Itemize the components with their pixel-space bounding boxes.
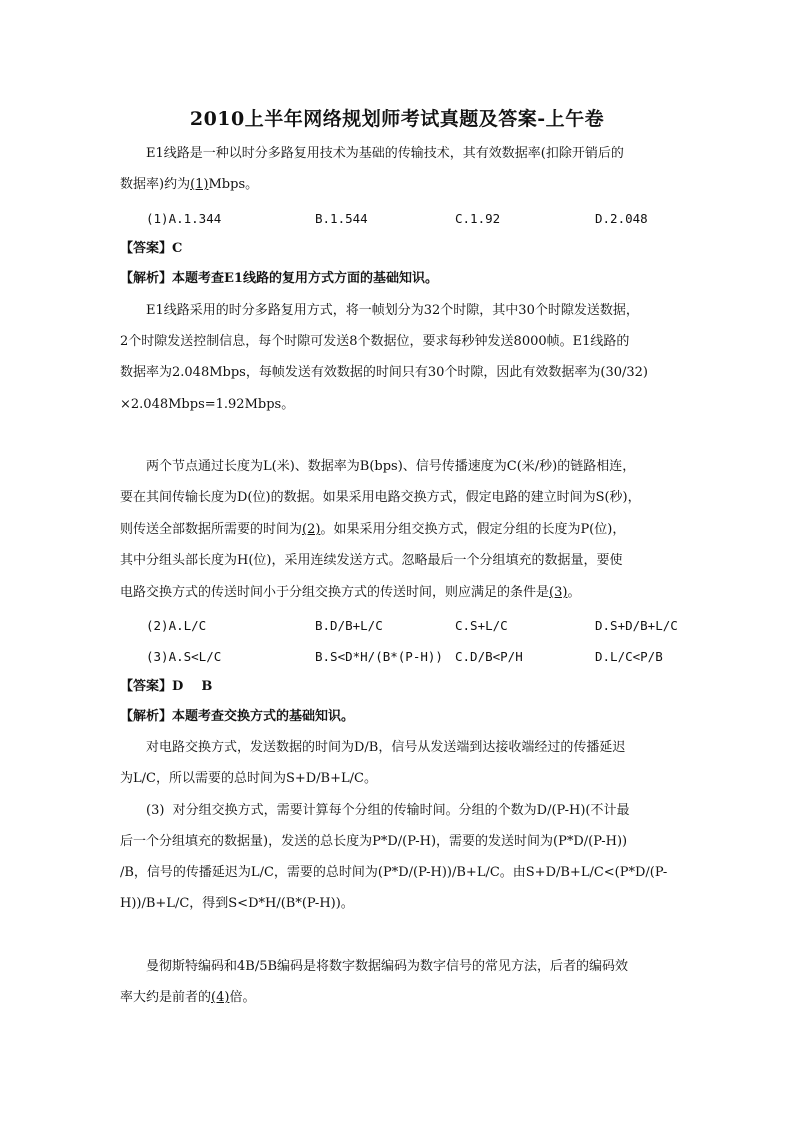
q4-text-line-2 — [120, 989, 255, 1007]
q2-blank: (2) — [302, 522, 321, 537]
q2-option-c: C.S+L/C — [455, 618, 508, 633]
q2-answer: 【答案】D B — [120, 679, 213, 694]
q2-analysis-heading: 【解析】本题考查交换方式的基础知识。 — [120, 709, 355, 724]
q2-analysis-line-4: 后一个分组填充的数据量)，发送的总长度为P*D/(P-H)，需要的发送时间为(P*D/(P-H)) — [120, 834, 628, 849]
q1-answer: 【答案】C — [120, 241, 183, 256]
q2-analysis-line-1: 对电路交换方式，发送数据的时间为D/B，信号从发送端到达接收端经过的传播延迟 — [146, 740, 626, 755]
q4-text-line-2-post: 倍。 — [229, 990, 256, 1005]
q2-text-line-5-post: 。 — [567, 585, 581, 600]
q2-option-b: B.D/B+L/C — [315, 618, 383, 633]
q2-text-line-1: 两个节点通过长度为L(米)、数据率为B(bps)、信号传播速度为C(米/秒)的链路相连， — [146, 459, 636, 474]
q3-option-a: (3)A.S<L/C — [146, 649, 222, 664]
q1-text-line-1: E1线路是一种以时分多路复用技术为基础的传输技术，其有效数据率(扣除开销后的 — [146, 146, 624, 161]
q3-blank: (3) — [549, 585, 568, 600]
q1-option-a: (1)A.1.344 — [146, 211, 222, 226]
q1-text-line-2 — [120, 176, 258, 194]
q2-analysis-line-2: 为L/C，所以需要的总时间为S+D/B+L/C。 — [120, 771, 377, 786]
q2-text-line-4: 其中分组头部长度为H(位)，采用连续发送方式。忽略最后一个分组填充的数据量，要使 — [120, 553, 623, 568]
q2-analysis-line-3: (3) 对分组交换方式，需要计算每个分组的传输时间。分组的个数为D/(P-H)(不计最 — [146, 803, 630, 818]
q2-text-line-5 — [120, 584, 580, 602]
q1-option-d: D.2.048 — [595, 211, 648, 226]
q2-text-line-3-post: 。如果采用分组交换方式，假定分组的长度为P(位)， — [320, 522, 626, 537]
q1-option-c: C.1.92 — [455, 211, 501, 226]
q1-analysis-line-1: E1线路采用的时分多路复用方式，将一帧划分为32个时隙，其中30个时隙发送数据， — [146, 303, 639, 318]
q1-blank: (1) — [190, 177, 209, 192]
q1-text-line-2-pre: 数据率)约为 — [120, 177, 191, 192]
q4-text-line-2-pre: 率大约是前者的 — [120, 990, 212, 1005]
q4-blank: (4) — [211, 990, 230, 1005]
q3-option-d: D.L/C<P/B — [595, 649, 663, 664]
q2-text-line-5-pre: 电路交换方式的传送时间小于分组交换方式的传送时间，则应满足的条件是 — [120, 585, 550, 600]
q4-text-line-1: 曼彻斯特编码和4B/5B编码是将数字数据编码为数字信号的常见方法，后者的编码效 — [146, 959, 629, 974]
q1-option-b: B.1.544 — [315, 211, 368, 226]
q2-option-d: D.S+D/B+L/C — [595, 618, 678, 633]
q1-text-line-2-post: Mbps。 — [208, 177, 259, 192]
q2-analysis-line-5: /B，信号的传播延迟为L/C，需要的总时间为(P*D/(P-H))/B+L/C。由S+D/B+L/C<(P*D/(P- — [120, 865, 668, 880]
document-title: 2010上半年网络规划师考试真题及答案-上午卷 — [189, 108, 605, 130]
q1-analysis-heading: 【解析】本题考查E1线路的复用方式方面的基础知识。 — [120, 271, 438, 286]
q2-text-line-3 — [120, 521, 625, 539]
q2-analysis-line-6: H))/B+L/C，得到S<D*H/(B*(P-H))。 — [120, 896, 354, 911]
q2-option-a: (2)A.L/C — [146, 618, 207, 633]
q2-text-line-2: 要在其间传输长度为D(位)的数据。如果采用电路交换方式，假定电路的建立时间为S(秒)， — [120, 490, 641, 505]
q1-analysis-line-3: 数据率为2.048Mbps，每帧发送有效数据的时间只有30个时隙，因此有效数据率为(30/32) — [120, 365, 648, 380]
q3-option-c: C.D/B<P/H — [455, 649, 523, 664]
q1-analysis-line-2: 2个时隙发送控制信息，每个时隙可发送8个数据位，要求每秒钟发送8000帧。E1线路的 — [120, 334, 630, 349]
q2-text-line-3-pre: 则传送全部数据所需要的时间为 — [120, 522, 303, 537]
q1-analysis-line-4: ×2.048Mbps=1.92Mbps。 — [120, 397, 295, 412]
q3-option-b: B.S<D*H/(B*(P-H)) — [315, 649, 443, 664]
